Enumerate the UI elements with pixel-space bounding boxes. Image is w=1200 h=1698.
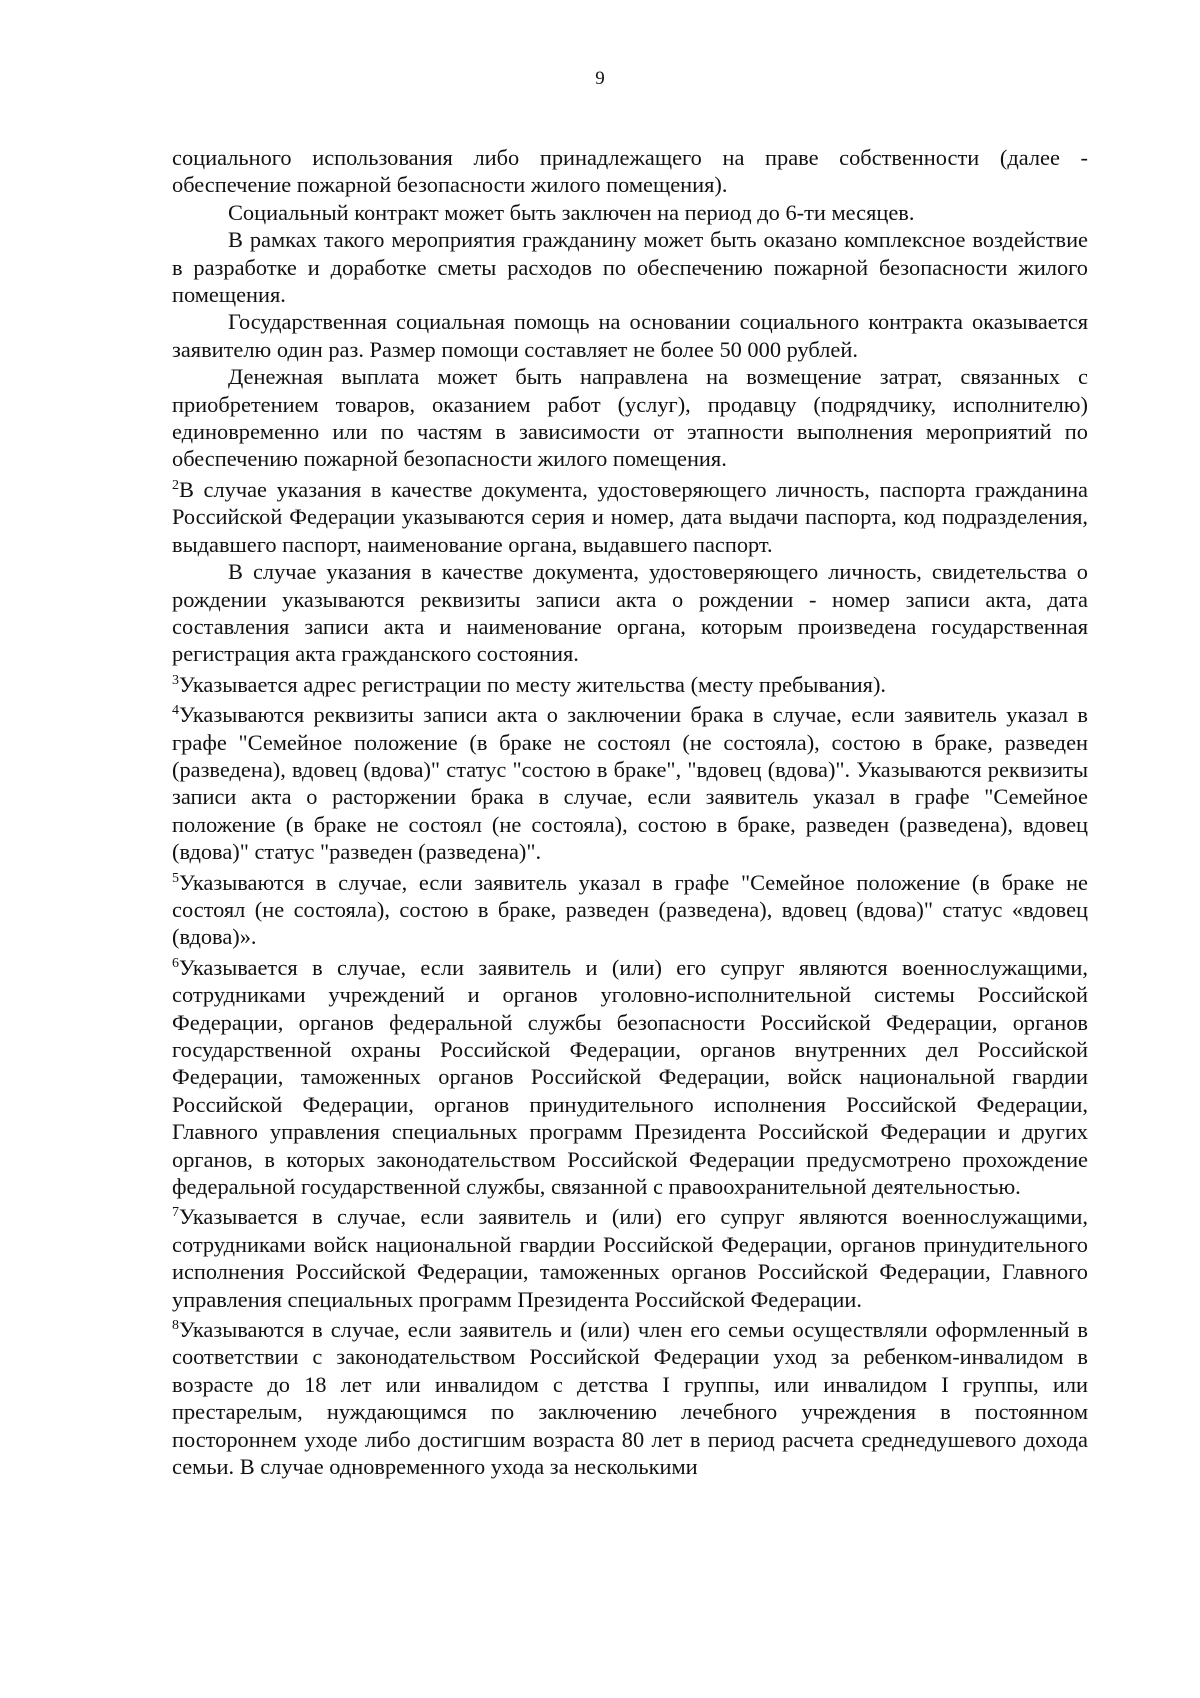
- footnote-8: [172, 1316, 1088, 1480]
- paragraph-text: Государственная социальная помощь на основании социального контракта оказывается заявителю один раз. Размер помощи составляет не более 50 000 рублей.: [172, 309, 1088, 362]
- footnote-6: [172, 954, 1088, 1201]
- footnote-7: [172, 1203, 1088, 1313]
- footnote-5: [172, 869, 1088, 951]
- footnote-text: В случае указания в качестве документа, удостоверяющего личность, паспорта гражданина Российской Федерации указываются серия и номер, дата выдачи паспорта, код подразделения, выдавшего паспорт, наименование органа, выдавшего паспорт.: [172, 476, 1088, 557]
- paragraph: [172, 363, 1088, 473]
- footnote-marker: 7: [172, 1205, 179, 1221]
- footnote-2-continuation: [172, 558, 1088, 668]
- footnote-marker: 6: [172, 955, 179, 971]
- footnote-text: Указывается в случае, если заявитель и (или) его супруг являются военнослужащими, сотрудниками учреждений и органов уголовно-исполнительной системы Российской Федерации, органов федеральной службы безопасности Российской Федерации, органов государственной охраны Российской Федерации, органов внутренних дел Российской Федерации, таможенных органов Российской Федерации, войск национальной гвардии Российской Федерации, органов принудительного исполнения Российской Федерации, Главного управления специальных программ Президента Российской Федерации и других органов, в которых законодательством Российской Федерации предусмотрено прохождение федеральной государственной службы, связанной с правоохранительной деятельностью.: [172, 954, 1088, 1200]
- paragraph-text: социального использования либо принадлежащего на праве собственности (далее - обеспечение пожарной безопасности жилого помещения).: [172, 145, 1088, 198]
- footnote-marker: 4: [172, 703, 179, 719]
- footnote-text: Указываются реквизиты записи акта о заключении брака в случае, если заявитель указал в графе "Семейное положение (в браке не состоял (не состояла), состою в браке, разведен (разведена), вдовец (вдова)" статус "состою в браке", "вдовец (вдова)". Указываются реквизиты записи акта о расторжении брака в случае, если заявитель указал в графе "Семейное положение (в браке не состоял (не состояла), состою в браке, разведен (разведена), вдовец (вдова)" статус "разведен (разведена)".: [172, 702, 1088, 865]
- footnote-marker: 2: [172, 477, 179, 493]
- footnote-4: [172, 701, 1088, 865]
- paragraph: [172, 199, 1088, 226]
- paragraph-text: В рамках такого мероприятия гражданину может быть оказано комплексное воздействие в разработке и доработке сметы расходов по обеспечению пожарной безопасности жилого помещения.: [172, 227, 1088, 308]
- document-body: [172, 144, 1088, 1481]
- paragraph: [172, 308, 1088, 363]
- footnote-marker: 5: [172, 870, 179, 886]
- paragraph-text: Социальный контракт может быть заключен на период до 6-ти месяцев.: [228, 199, 915, 225]
- footnote-marker: 3: [172, 672, 179, 688]
- paragraph-text: Денежная выплата может быть направлена на возмещение затрат, связанных с приобретением товаров, оказанием работ (услуг), продавцу (подрядчику, исполнителю) единовременно или по частям в зависимости от этапности выполнения мероприятий по обеспечению пожарной безопасности жилого помещения.: [172, 364, 1088, 472]
- footnote-text: В случае указания в качестве документа, удостоверяющего личность, свидетельства о рождении указываются реквизиты записи акта о рождении - номер записи акта, дата составления записи акта и наименование органа, которым произведена государственная регистрация акта гражданского состояния.: [172, 559, 1088, 667]
- footnote-marker: 8: [172, 1318, 179, 1334]
- footnote-3: [172, 671, 1088, 698]
- footnote-2: [172, 476, 1088, 558]
- footnote-text: Указываются в случае, если заявитель и (или) член его семьи осуществляли оформленный в соответствии с законодательством Российской Федерации уход за ребенком-инвалидом в возрасте до 18 лет или инвалидом с детства I группы, или инвалидом I группы, или престарелым, нуждающимся по заключению лечебного учреждения в постоянном постороннем уходе либо достигшим возраста 80 лет в период расчета среднедушевого дохода семьи. В случае одновременного ухода за несколькими: [172, 1317, 1088, 1480]
- footnote-text: Указывается в случае, если заявитель и (или) его супруг являются военнослужащими, сотрудниками войск национальной гвардии Российской Федерации, органов принудительного исполнения Российской Федерации, таможенных органов Российской Федерации, Главного управления специальных программ Президента Российской Федерации.: [172, 1204, 1088, 1312]
- paragraph: [172, 144, 1088, 199]
- footnote-text: Указывается адрес регистрации по месту жительства (месту пребывания).: [179, 671, 887, 697]
- page-number: 9: [595, 68, 605, 89]
- paragraph: [172, 226, 1088, 308]
- footnote-text: Указываются в случае, если заявитель указал в графе "Семейное положение (в браке не состоял (не состояла), состою в браке, разведен (разведена), вдовец (вдова)" статус «вдовец (вдова)».: [172, 869, 1088, 950]
